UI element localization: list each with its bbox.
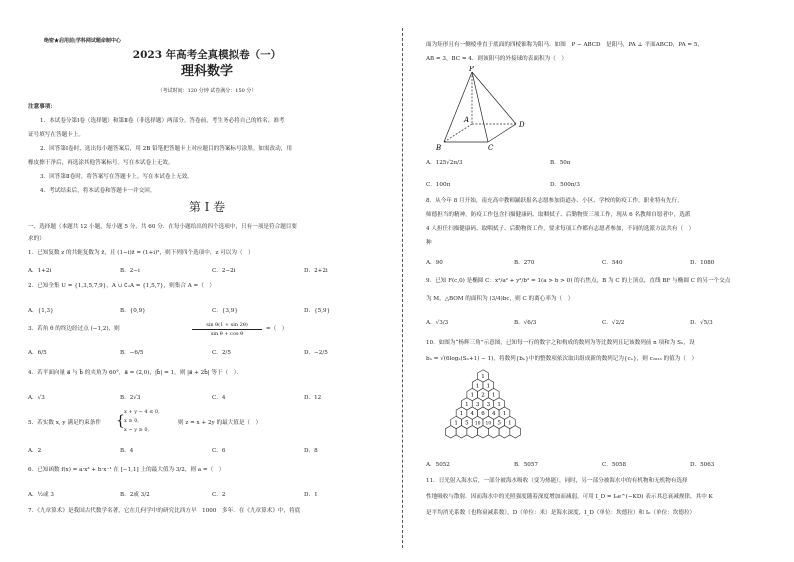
option: A．125√2π/3: [426, 160, 463, 166]
option: A．√3/3: [426, 320, 449, 326]
option: D．500π/3: [550, 182, 580, 188]
section-intro: 一、选择题（本题共 12 小题，每小题 5 分，共 60 分．在每小题给出的四个选项中，只有一项是符合题目要: [28, 224, 297, 230]
option: B．5057: [514, 462, 538, 468]
question-stem: 8．从今年 8 月开始，南充高中教师踊跃报名志愿参加街道办、小区、学校的防疫工作，职业特有先行，: [426, 198, 683, 204]
question-stem: 1．已知复数 z 的共轭复数为 z̄，且 (1−i)z̄ = (1+i)²，则下列四个选项中，z 可以为（ ）: [28, 250, 254, 256]
pascal-triangle-figure: [428, 368, 538, 458]
option: C．{3,9}: [212, 308, 238, 314]
question-stem: 是平均消光系数（也称衰减系数），D（单位：米）是海水深度，I_D（单位：坎德拉）和 I₀（单位：坎德拉）: [426, 510, 696, 516]
exam-subject: 理科数学: [180, 64, 233, 79]
exam-title: 2023 年高考全真模拟卷（一）: [132, 49, 282, 61]
option: D．−2/5: [304, 350, 328, 356]
edge-PD: [472, 72, 516, 124]
pascal-cell: [510, 426, 521, 438]
fraction-numerator: sin θ(1 + sin 2θ): [192, 322, 262, 330]
option: A．90: [426, 260, 443, 266]
pascal-value: 1: [475, 383, 480, 390]
option: B．270: [514, 260, 535, 266]
pascal-value: 1: [470, 392, 475, 399]
pascal-value: 1: [502, 411, 507, 418]
edge-CD: [488, 124, 516, 142]
pascal-value: 10: [474, 421, 481, 427]
pascal-cell: [499, 426, 510, 438]
pascal-value: 4: [470, 411, 475, 418]
pascal-value: 1: [486, 383, 491, 390]
question-stem-tail: =（ ）: [266, 326, 288, 332]
edge-PC: [472, 72, 488, 142]
option: D．1: [304, 492, 318, 498]
note-line: 4．考试结束后，将本试卷和答题卡一并交回。: [40, 188, 156, 194]
note-line: 3．回答第Ⅱ卷时，将答案写在答题卡上。写在本试卷上无效。: [40, 174, 193, 180]
question-stem: 4 人担任扫描健康码、取咽拭子、后勤物资工作，要求每项工作都有志愿者参加，不同的选派方法共有（ ）: [426, 226, 695, 232]
pascal-value: 6: [481, 411, 485, 418]
pascal-value: 1: [491, 392, 496, 399]
note-line: 2．回答第Ⅰ卷时，选出每小题答案后，用 2B 铅笔把答题卡上对应题目的答案标号涂黑。如需改动，用: [40, 146, 292, 152]
pascal-cell: [456, 426, 467, 438]
question-stem: 4．若平面向量 a⃗ 与 b⃗ 的夹角为 60°，a⃗ = (2,0)，|b⃗| = 1，则 |a⃗ + 2b⃗| 等于（ ）．: [28, 370, 243, 376]
pascal-value: 3: [486, 401, 491, 408]
pascal-value: 5: [465, 420, 469, 427]
time-info: （考试时间：120 分钟 试卷满分：150 分）: [157, 88, 257, 94]
option: A．2: [28, 448, 42, 454]
option: C．6: [212, 448, 226, 454]
constraint-line: x + y − 4 ≤ 0,: [124, 409, 160, 415]
pascal-cell: [445, 426, 456, 438]
pascal-value: 4: [491, 411, 496, 418]
option: A．½或 3: [28, 492, 54, 498]
constraint-line: x ≥ 0,: [124, 418, 139, 424]
pascal-value: 1: [454, 420, 458, 427]
fraction-denominator: sin θ + cos θ: [210, 331, 244, 337]
section-intro: 求的）: [28, 236, 45, 242]
vertex-label-A: A: [464, 116, 470, 124]
option: C．2: [212, 492, 226, 498]
option: D．2+2i: [304, 268, 328, 274]
note-line: 橡皮擦干净后，再选涂其他答案标号。写在本试卷上无效。: [28, 160, 174, 166]
question-stem: 为 M，△BOM 的面积为 (3/4)bc，则 C 的离心率为（ ）: [426, 296, 574, 302]
question-stem: 6．已知函数 f(x) = a·x³ + b·x⁻¹ 在 [−1,1] 上的最大值为 3/2，则 a =（ ）: [28, 467, 225, 473]
note-line: 1．本试卷分第Ⅰ卷（选择题）和第Ⅱ卷（非选择题）两部分。答卷前，考生务必将自己的姓名、准考: [40, 118, 285, 124]
option: A．6/5: [28, 350, 47, 356]
question-stem: 3．若角 θ 的终边经过点 (−1,2)，则: [28, 326, 120, 332]
option: C．2/5: [212, 350, 231, 356]
option: C．540: [602, 260, 623, 266]
option: C．√2/2: [602, 320, 625, 326]
question-stem: 7．《九章算术》是我国古代数学名著，它在几何学中的研究比西方早 1000 多年．在《九章算术》中，将底: [28, 508, 301, 514]
vertex-label-D: D: [519, 121, 525, 129]
notes-heading: 注意事项：: [28, 104, 56, 110]
section-title: 第 Ⅰ 卷: [188, 200, 226, 214]
option: D．√5/3: [690, 320, 713, 326]
question-stem: 9．已知 F(c,0) 是椭圆 C：x²/a² + y²/b² = 1(a > b > 0) 的右焦点，B 为 C 的上顶点，直线 BF 与椭圆 C 的另一个交点: [426, 278, 731, 284]
pascal-value: 1: [481, 374, 485, 380]
option: D．5063: [690, 462, 715, 468]
edge-BA: [444, 124, 472, 142]
pascal-cell: [467, 426, 478, 438]
option: D．12: [304, 395, 322, 401]
question-stem: AB = 3，BC = 4．则该阳马的外接球的表面积为（ ）: [426, 56, 567, 62]
option: A．5052: [426, 462, 450, 468]
note-line: 证号填写在答题卡上。: [28, 132, 84, 138]
pascal-value: 1: [465, 401, 469, 408]
vertex-label-P: P: [469, 66, 474, 73]
option: B．2√3: [120, 395, 141, 401]
option: D．{5,9}: [304, 308, 331, 314]
confidential-banner: 绝密★启用前|学科网试题命制中心: [44, 38, 121, 44]
question-stem: 种: [426, 240, 432, 246]
option: A．1+2i: [28, 268, 52, 274]
pascal-value: 1: [459, 411, 464, 418]
question-stem: 2．已知全集 U = {1,3,5,7,9}，A ∪ ∁ᵤA = {1,5,7}，则集合 A =（ ）: [28, 283, 216, 289]
pascal-value: 10: [485, 421, 492, 427]
pyramid-figure: [428, 66, 538, 152]
option: C．100π: [426, 182, 451, 188]
pascal-value: 2: [481, 392, 485, 399]
pascal-value: 1: [508, 420, 512, 427]
column-divider: [402, 28, 403, 548]
question-stem: bₙ = √(6log₂(Sₙ+1) − 1)，将数列{bₙ}中的整数项依次取出组成新的数列记为{cₙ}，则 c₂₀₂₃ 的值为（ ）: [426, 356, 698, 362]
option: B．4: [120, 448, 134, 454]
pascal-cell: [488, 426, 499, 438]
pascal-value: 5: [497, 420, 501, 427]
option: B．2−i: [120, 268, 140, 274]
vertex-label-B: B: [436, 144, 442, 152]
left-column: [28, 0, 386, 562]
option: A．√3: [28, 395, 45, 401]
option: C．2−2i: [212, 268, 236, 274]
option: D．8: [304, 448, 318, 454]
question-stem: 面为矩形且有一侧棱垂直于底面的四棱锥称为阳马．如图 P − ABCD 是阳马，PA ⊥ 平面ABCD，PA = 5，: [426, 42, 704, 48]
vertex-label-C: C: [488, 144, 494, 152]
question-stem: 11．日光射入海水后，一部分被海水吸收（变为热能），同时，另一部分被海水中的有机物和无机物有选择: [426, 478, 688, 484]
option: B．{0,9}: [120, 308, 146, 314]
option: C．5058: [602, 462, 627, 468]
pascal-value: 1: [497, 401, 501, 408]
option: D．1080: [690, 260, 715, 266]
question-stem: 5．若实数 x, y 满足约束条件: [28, 420, 101, 426]
constraint-line: x − y ≥ 0,: [124, 427, 150, 433]
right-column: [418, 0, 768, 562]
pascal-value: 3: [475, 401, 480, 408]
question-stem-tail: 则 z = x + 2y 的最大值是（ ）: [178, 420, 262, 426]
question-stem: 性地吸收与散射．因而海水中的光照强度随着深度增加而减弱，可用 I_D = I₀e^(−KD) 表示其总衰减规律，其中 K: [426, 494, 713, 500]
option: B．−6/5: [120, 350, 144, 356]
option: B．2或 3/2: [120, 492, 150, 498]
pascal-cell: [478, 426, 489, 438]
option: B．50π: [550, 160, 571, 166]
option: C．4: [212, 395, 226, 401]
brace: {: [116, 413, 125, 429]
option: B．√6/3: [514, 320, 537, 326]
option: A．{1,3}: [28, 308, 54, 314]
question-stem: 10．如图为“杨辉三角”示意图，已知每一行的数字之和构成的数列为等比数列且记该数列前 n 项和为 Sₙ，设: [426, 340, 695, 346]
edge-PB: [444, 72, 472, 142]
question-stem: 师德担当的精神，防疫工作包含扫描健康码、取咽拭子、后勤物资三项工作，现从 6 名教师自愿者中，选派: [426, 212, 691, 218]
